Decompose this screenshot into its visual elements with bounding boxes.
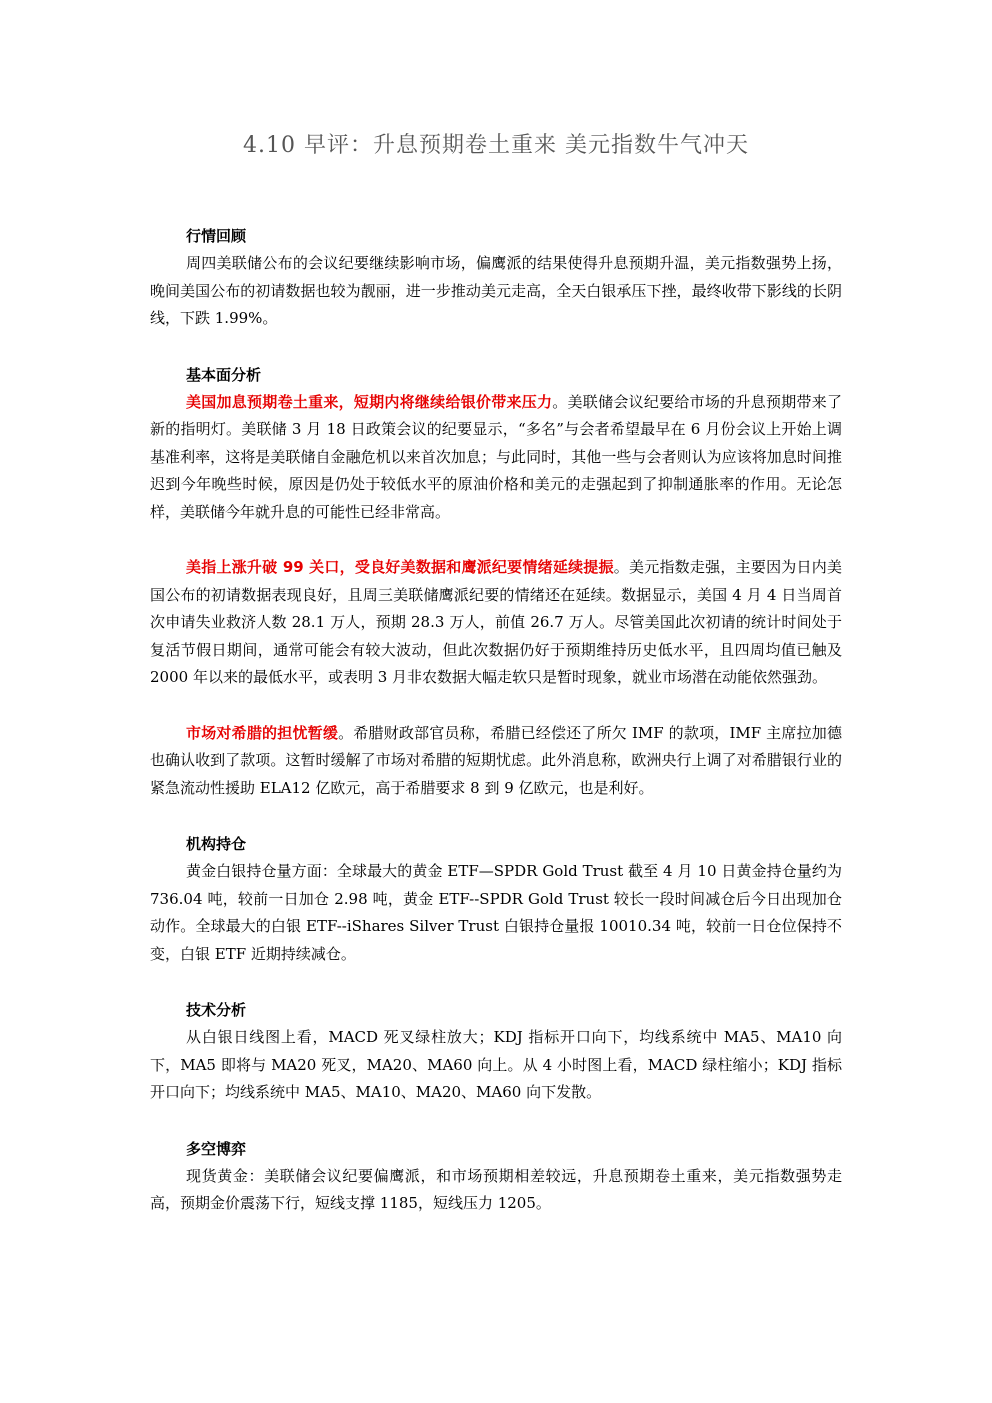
section-heading: 基本面分析 <box>186 365 262 384</box>
paragraph: 现货黄金：美联储会议纪要偏鹰派，和市场预期相差较远，升息预期卷土重来，美元指数强势走高，预期金价震荡下行，短线支撑 1185，短线压力 1205。 <box>150 1166 842 1212</box>
document-body <box>150 222 842 1218</box>
paragraph: 从白银日线图上看，MACD 死叉绿柱放大；KDJ 指标开口向下，均线系统中 MA5、MA10 向下，MA5 即将与 MA20 死叉，MA20、MA60 向上。从 4 小时图上看，MACD 绿柱缩小；KDJ 指标开口向下；均线系统中 MA5、MA10、MA20、MA60 向下发散。 <box>150 1028 842 1101</box>
highlight-lead: 美国加息预期卷土重来，短期内将继续给银价带来压力 <box>186 392 553 411</box>
section-heading: 多空博弈 <box>186 1139 247 1158</box>
section-fundamental-analysis <box>150 361 842 803</box>
page-title: 4.10 早评：升息预期卷土重来 美元指数牛气冲天 <box>243 133 749 158</box>
paragraph: 美指上涨升破 99 关口，受良好美数据和鹰派纪要情绪延续提振。美元指数走强，主要因为日内美国公布的初请数据表现良好，且周三美联储鹰派纪要的情绪还在延续。数据显示，美国 4 月 4 日当周首次申请失业救济人数 28.1 万人，预期 28.3 万人，前值 26.7 万人。尽管美国此次初请的统计时间处于复活节假日期间，通常可能会有较大波动，但此次数据仍好于预期维持历史低水平，且四周均值已触及 2000 年以来的最低水平，或表明 3 月非农数据大幅走软只是暂时现象，就业市场潜在动能依然强劲。 <box>150 558 842 686</box>
paragraph: 周四美联储公布的会议纪要继续影响市场，偏鹰派的结果使得升息预期升温，美元指数强势上扬，晚间美国公布的初请数据也较为靓丽，进一步推动美元走高，全天白银承压下挫，最终收带下影线的长阴线，下跌 1.99%。 <box>150 254 842 327</box>
section-heading: 机构持仓 <box>186 835 247 853</box>
paragraph: 黄金白银持仓量方面：全球最大的黄金 ETF—SPDR Gold Trust 截至 4 月 10 日黄金持仓量约为 736.04 吨，较前一日加仓 2.98 吨，黄金 ETF--SPDR Gold Trust 较长一段时间减仓后今日出现加仓动作。全球最大的白银 ETF--iShares Silver Trust 白银持仓量报 10010.34 吨，较前一日仓位保持不变，白银 ETF 近期持续减仓。 <box>150 862 842 963</box>
paragraph: 美国加息预期卷土重来，短期内将继续给银价带来压力。美联储会议纪要给市场的升息预期带来了新的指明灯。美联储 3 月 18 日政策会议的纪要显示，“多名”与会者希望最早在 6 月份会议上开始上调基准利率，这将是美联储自金融危机以来首次加息；与此同时，其他一些与会者则认为应该将加息时间推迟到今年晚些时候，原因是仍处于较低水平的原油价格和美元的走强起到了抑制通胀率的作用。无论怎样，美联储今年就升息的可能性已经非常高。 <box>150 392 842 521</box>
section-heading: 技术分析 <box>186 1001 247 1019</box>
paragraph: 市场对希腊的担忧暂缓。希腊财政部官员称，希腊已经偿还了所欠 IMF 的款项，IMF 主席拉加德也确认收到了款项。这暂时缓解了市场对希腊的短期忧虑。此外消息称，欧洲央行上调了对希腊银行业的紧急流动性援助 ELA12 亿欧元，高于希腊要求 8 到 9 亿欧元，也是利好。 <box>150 723 842 797</box>
section-market-review <box>150 222 842 333</box>
section-institutional-holdings <box>150 830 842 968</box>
highlight-lead: 市场对希腊的担忧暂缓 <box>186 723 339 742</box>
section-bull-bear <box>150 1135 842 1218</box>
highlight-lead: 美指上涨升破 99 关口，受良好美数据和鹰派纪要情绪延续提振 <box>186 558 614 576</box>
section-heading: 行情回顾 <box>186 227 247 245</box>
section-technical-analysis <box>150 996 842 1107</box>
